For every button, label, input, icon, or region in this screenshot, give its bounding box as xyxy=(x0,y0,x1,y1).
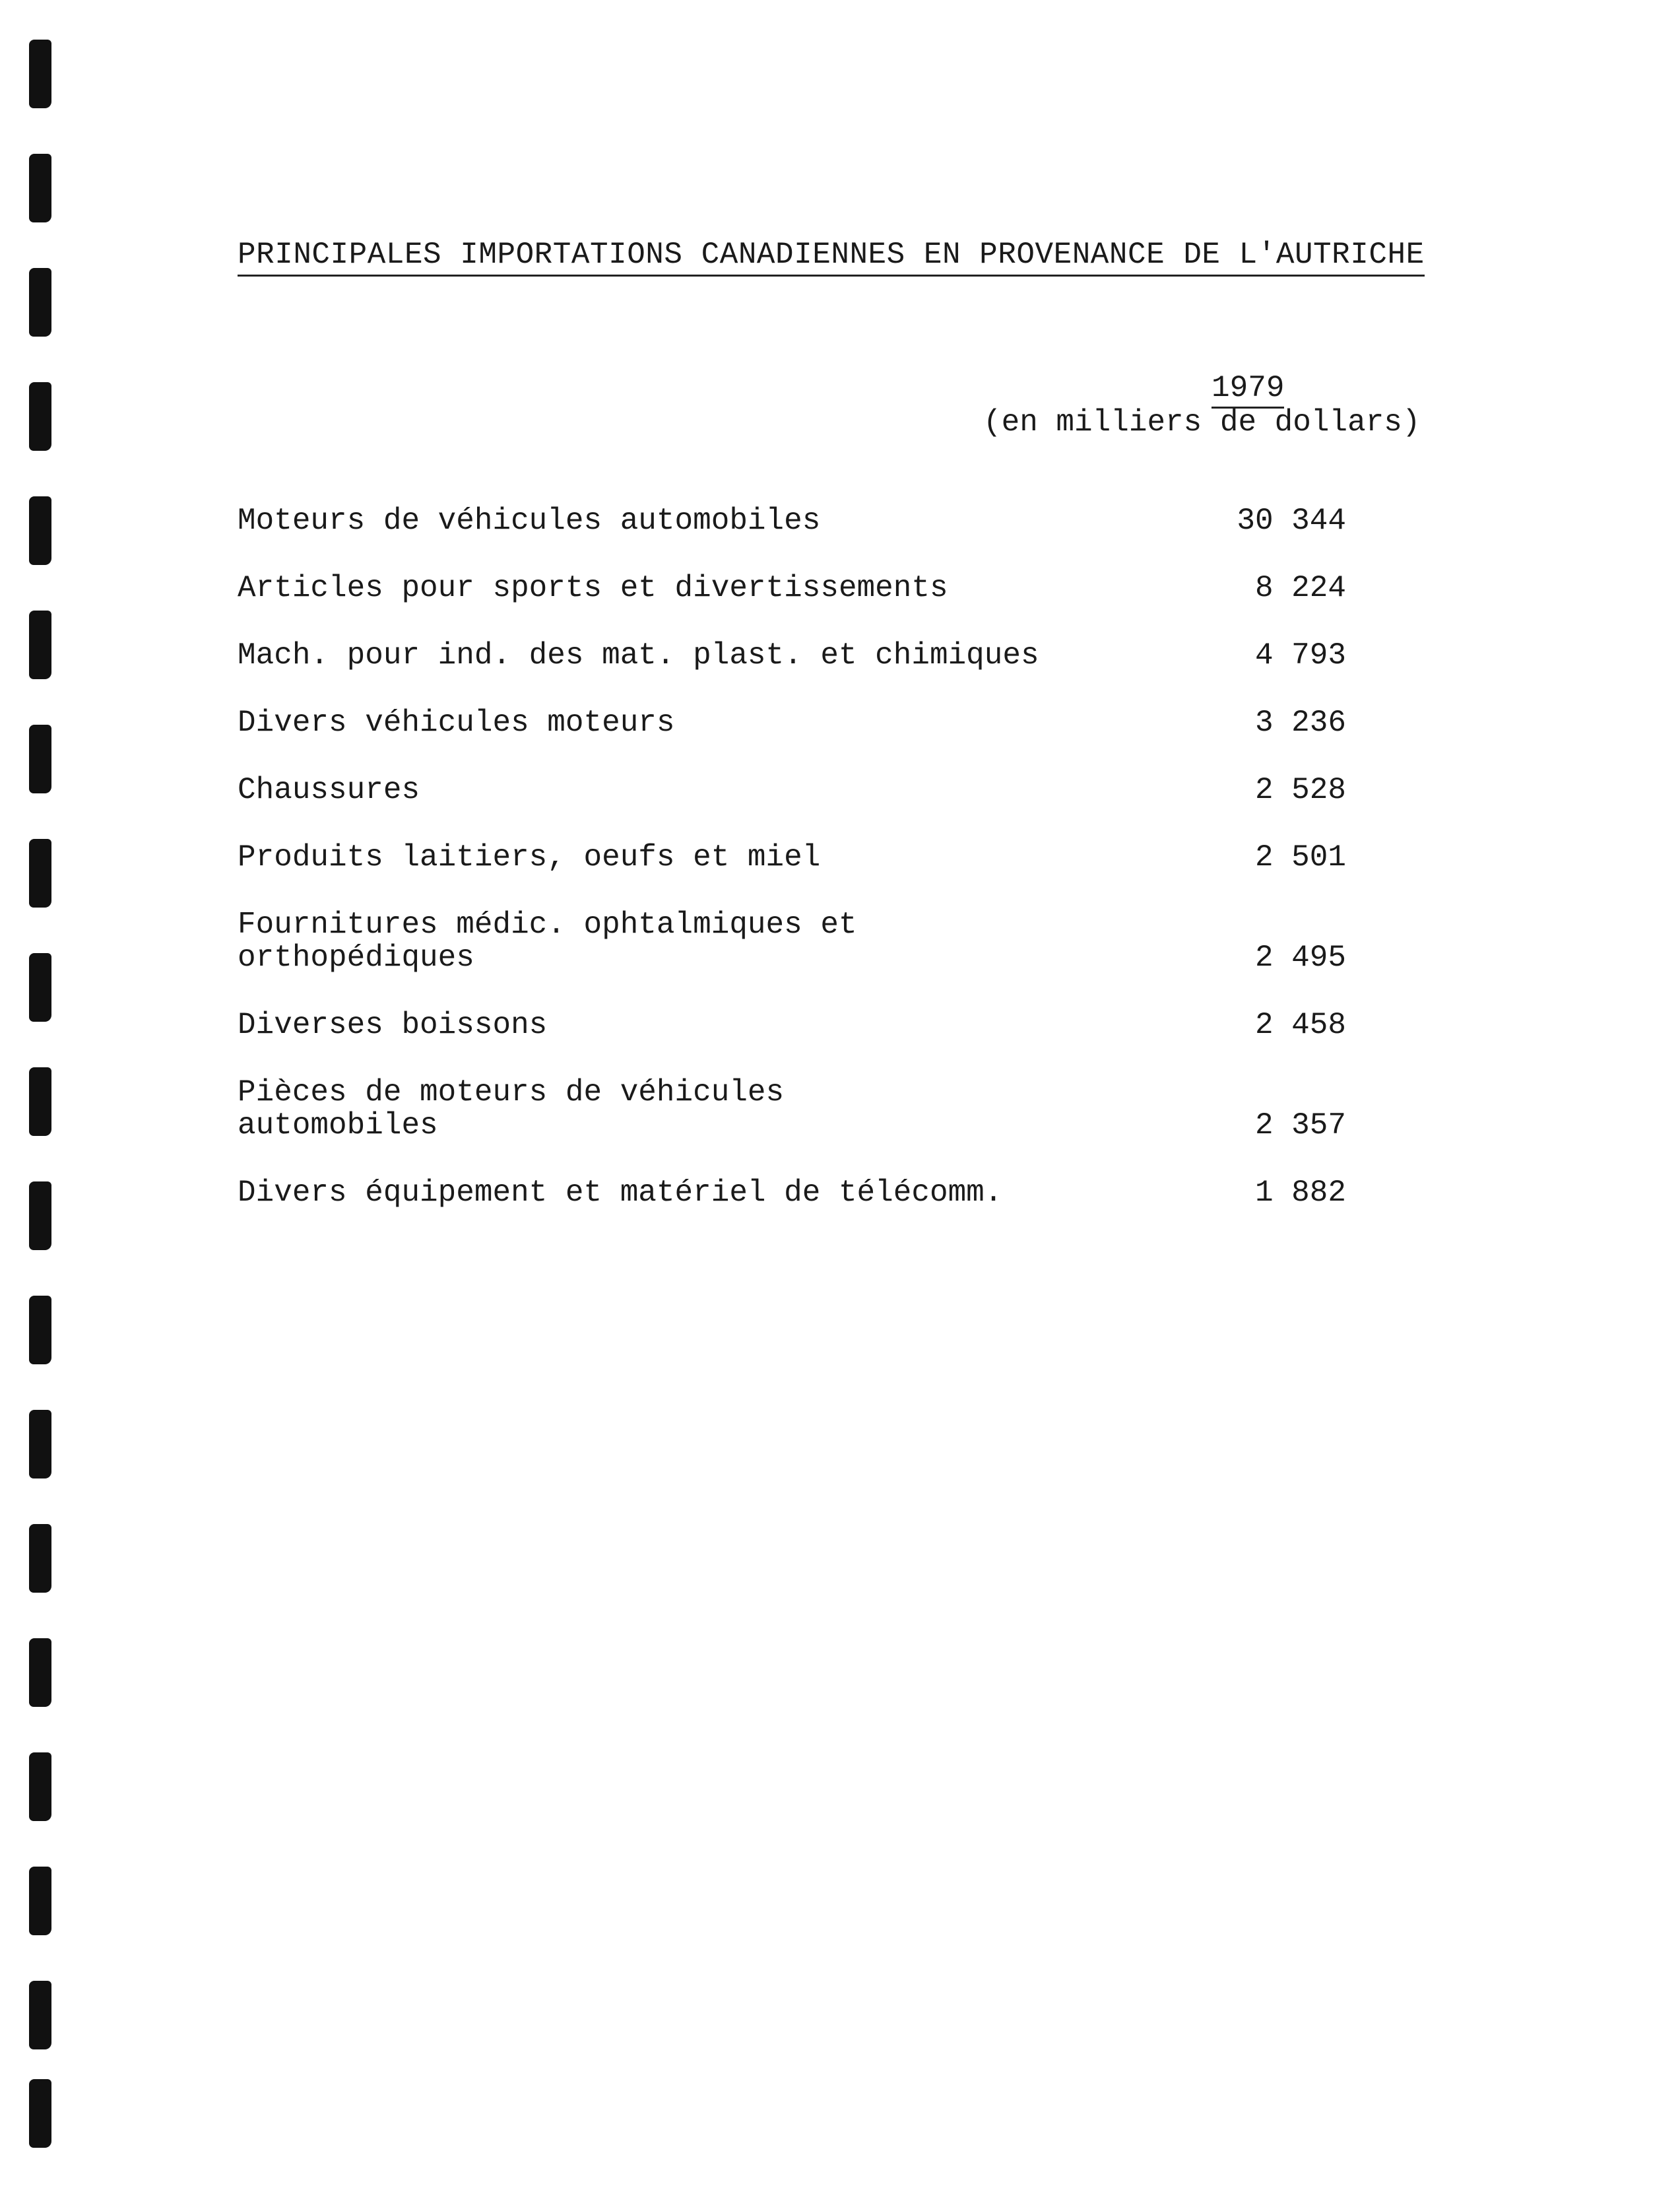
row-label: Produits laitiers, oeufs et miel xyxy=(238,840,821,875)
binding-hole xyxy=(29,1524,51,1593)
binding-holes xyxy=(29,40,55,2165)
document-title: PRINCIPALES IMPORTATIONS CANADIENNES EN PROVENANCE DE L'AUTRICHE xyxy=(238,236,1425,277)
row-label: Chaussures xyxy=(238,773,420,807)
table-row xyxy=(238,504,1359,537)
row-label: Articles pour sports et divertissements xyxy=(238,571,948,605)
binding-hole xyxy=(29,839,51,908)
binding-hole xyxy=(29,154,51,222)
column-year: 1979 xyxy=(1212,370,1284,409)
table-row xyxy=(238,841,1359,874)
table-row xyxy=(238,1176,1359,1209)
row-value: 2 357 xyxy=(1254,1108,1346,1143)
table-row xyxy=(238,1076,1359,1142)
table-row xyxy=(238,639,1359,672)
row-label: Moteurs de véhicules automobiles xyxy=(238,504,821,538)
binding-hole xyxy=(29,1067,51,1136)
row-label: Divers véhicules moteurs xyxy=(238,706,675,740)
binding-hole xyxy=(29,1981,51,2049)
row-label: Fournitures médic. ophtalmiques et orthopédiques xyxy=(238,908,857,975)
binding-hole xyxy=(29,40,51,108)
imports-table xyxy=(238,504,1359,1244)
binding-hole xyxy=(29,382,51,451)
column-unit: (en milliers de dollars) xyxy=(983,405,1421,440)
binding-hole xyxy=(29,725,51,793)
row-value: 2 528 xyxy=(1254,773,1346,807)
row-label: Divers équipement et matériel de télécomm. xyxy=(238,1176,1003,1210)
binding-hole xyxy=(29,1296,51,1364)
row-label: Diverses boissons xyxy=(238,1008,548,1042)
table-row xyxy=(238,706,1359,739)
row-value: 1 882 xyxy=(1254,1176,1346,1210)
row-label: Mach. pour ind. des mat. plast. et chimiques xyxy=(238,638,1039,673)
binding-hole xyxy=(29,1410,51,1478)
binding-hole xyxy=(29,611,51,679)
row-value: 8 224 xyxy=(1254,571,1346,605)
row-value: 2 458 xyxy=(1254,1008,1346,1042)
table-row xyxy=(238,572,1359,605)
binding-hole xyxy=(29,1752,51,1821)
binding-hole xyxy=(29,1181,51,1250)
binding-hole xyxy=(29,1638,51,1707)
binding-hole xyxy=(29,1867,51,1935)
row-value: 3 236 xyxy=(1254,706,1346,740)
binding-hole xyxy=(29,2079,51,2148)
row-value: 4 793 xyxy=(1254,638,1346,673)
binding-hole xyxy=(29,496,51,565)
row-value: 2 495 xyxy=(1254,941,1346,975)
row-value: 2 501 xyxy=(1254,840,1346,875)
row-label: Pièces de moteurs de véhicules automobiles xyxy=(238,1075,785,1143)
binding-hole xyxy=(29,953,51,1022)
binding-hole xyxy=(29,268,51,337)
table-row xyxy=(238,908,1359,974)
table-row xyxy=(238,1009,1359,1042)
row-value: 30 344 xyxy=(1237,504,1346,538)
table-row xyxy=(238,774,1359,807)
